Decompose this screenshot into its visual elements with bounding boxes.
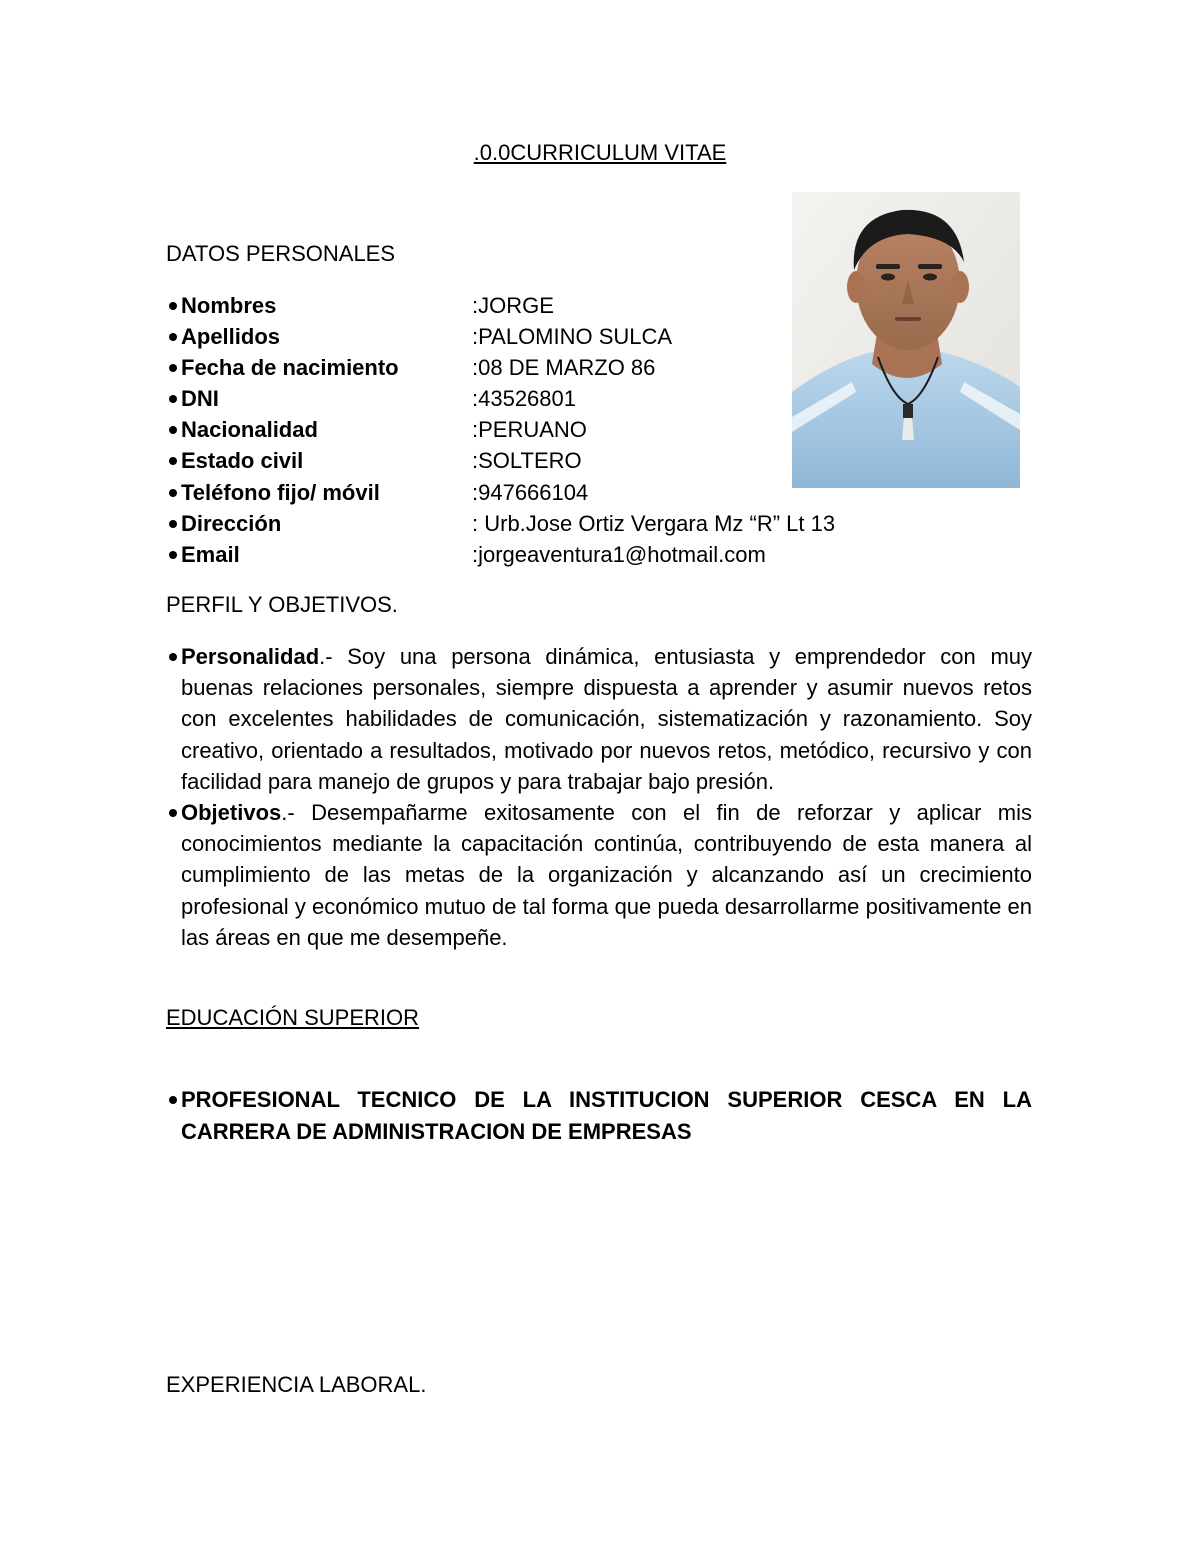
personal-value: : Urb.Jose Ortiz Vergara Mz “R” Lt 13: [472, 510, 836, 536]
education-item-text: PROFESIONAL TECNICO DE LA INSTITUCION SUPERIOR CESCA EN LA CARRERA DE ADMINISTRACION DE EMPRESAS: [181, 1087, 1032, 1144]
personal-row-direccion: [166, 509, 886, 540]
bullet-icon: [169, 364, 177, 372]
personal-data-list: [166, 291, 886, 571]
education-heading: EDUCACIÓN SUPERIOR: [166, 1005, 420, 1030]
personal-value: :JORGE: [472, 293, 554, 318]
personal-row-apellidos: [166, 322, 886, 353]
personal-row-nombres: [166, 291, 886, 322]
bullet-icon: [169, 302, 177, 310]
personal-label: Nombres: [181, 293, 277, 318]
bullet-icon: [169, 395, 177, 403]
profile-item-objetivos: [166, 797, 1032, 953]
personal-value: :SOLTERO: [472, 448, 582, 474]
bullet-icon: [169, 653, 177, 661]
bullet-icon: [169, 1096, 177, 1104]
personal-label: Fecha de nacimiento: [181, 355, 399, 381]
personal-value: :947666104: [472, 479, 589, 505]
personal-value: :jorgeaventura1@hotmail.com: [472, 541, 766, 567]
experience-heading-text: EXPERIENCIA LABORAL: [166, 1372, 421, 1397]
personal-label: Apellidos: [181, 324, 281, 350]
bullet-icon: [169, 457, 177, 465]
personal-row-fecha-nacimiento: [166, 353, 886, 384]
bullet-icon: [169, 520, 177, 528]
personal-row-telefono: [166, 478, 886, 509]
bullet-icon: [169, 809, 177, 817]
profile-photo: [792, 192, 1020, 488]
personal-label: Estado civil: [181, 448, 304, 474]
personal-data-heading: DATOS PERSONALES: [166, 241, 396, 266]
personal-row-nacionalidad: [166, 415, 886, 446]
profile-heading-trail: .: [391, 592, 398, 617]
personal-label: DNI: [181, 386, 219, 412]
profile-item-title: Personalidad: [181, 644, 320, 669]
bullet-icon: [169, 333, 177, 341]
page-title: .0.0CURRICULUM VITAE: [473, 140, 727, 165]
experience-heading-trail: .: [420, 1372, 427, 1397]
bullet-icon: [169, 489, 177, 497]
personal-label: Teléfono fijo/ móvil: [181, 479, 380, 505]
profile-item-text: .- Desempañarme exitosamente con el fin de reforzar y aplicar mis conocimientos mediante la capacitación continúa, contribuyendo de esta manera al cumplimiento de las metas de la organización y alcanzando así un crecimiento profesional y económico mutuo de tal forma que pueda desarrollarme positivamente en las áreas en que me desempeñe.: [181, 800, 1032, 950]
profile-heading: [166, 592, 398, 618]
education-item: [166, 1084, 1032, 1148]
profile-item-personalidad: [166, 641, 1032, 797]
personal-label: Dirección: [181, 510, 282, 536]
personal-value: :08 DE MARZO 86: [472, 355, 656, 381]
personal-row-dni: [166, 384, 886, 415]
profile-item-title: Objetivos: [181, 800, 282, 826]
personal-row-email: [166, 540, 886, 571]
personal-label: Email: [181, 541, 240, 567]
personal-label: Nacionalidad: [181, 417, 318, 443]
bullet-icon: [169, 551, 177, 559]
personal-row-estado-civil: [166, 446, 886, 477]
bullet-icon: [169, 426, 177, 434]
personal-value: :PALOMINO SULCA: [472, 324, 673, 350]
personal-value: :PERUANO: [472, 417, 587, 443]
profile-list: [166, 641, 1032, 953]
experience-heading: [166, 1372, 426, 1398]
profile-heading-text: PERFIL Y OBJETIVOS: [166, 592, 392, 617]
profile-item-text: .- Soy una persona dinámica, entusiasta y emprendedor con muy buenas relaciones personales, siempre dispuesta a aprender y asumir nuevos retos con excelentes habilidades de comunicación, sistematización y razonamiento. Soy creativo, orientado a resultados, motivado por nuevos retos, metódico, recursivo y con facilidad para manejo de grupos y para trabajar bajo presión.: [181, 644, 1032, 794]
personal-value: :43526801: [472, 386, 576, 412]
